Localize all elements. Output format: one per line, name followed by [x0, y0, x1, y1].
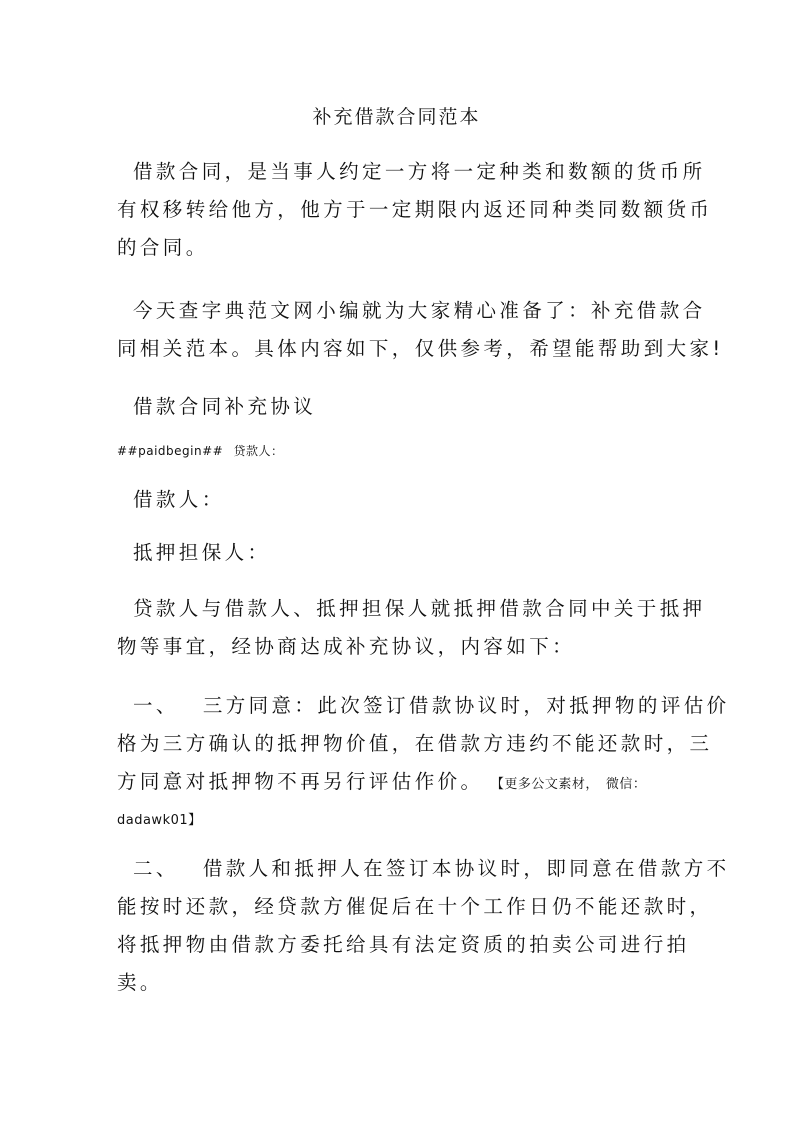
clause-2-line-2: 能按时还款，经贷款方催促后在十个工作日仍不能还款时，: [117, 895, 713, 918]
guarantor-label: 抵押担保人：: [133, 541, 271, 564]
paid-marker: ##paidbegin##: [117, 444, 224, 458]
clause-1-text-1: 三方同意：此次签订借款协议时，对抵押物的评估价: [202, 694, 730, 717]
borrower-label: 借款人：: [133, 488, 225, 511]
promo-tail: dadawk01】: [117, 813, 202, 828]
editor-note-paragraph: [117, 292, 724, 368]
section-title: [117, 388, 677, 426]
paid-marker-line: [117, 443, 284, 459]
intro-line-1: 借款合同，是当事人约定一方将一定种类和数额的货币所: [133, 160, 706, 183]
intro-paragraph: [117, 153, 713, 267]
clause-2-line-3: 将抵押物由借款方委托给具有法定资质的拍卖公司进行拍: [117, 933, 690, 956]
clause-2-line-1: [117, 850, 730, 888]
clause-1: [117, 687, 730, 801]
preamble-paragraph: [117, 590, 706, 666]
section-title-text: 借款合同补充协议: [133, 395, 317, 418]
preamble-line-2: 物等事宜，经协商达成补充协议，内容如下：: [117, 635, 576, 658]
intro-line-3: 的合同。: [117, 236, 209, 259]
document-title: 补充借款合同范本: [312, 106, 481, 128]
clause-1-line-3: [117, 763, 677, 801]
clause-2-number: 二、: [133, 857, 179, 880]
intro-line-2: 有权移转给他方，他方于一定期限内返还同种类同数额货币: [117, 198, 713, 221]
promo-inline: 【更多公文素材， 微信：: [497, 777, 647, 792]
clause-1-text-3: 方同意对抵押物不再另行评估作价。: [117, 770, 484, 793]
promo-tail-line: [117, 813, 202, 829]
borrower-line: [117, 481, 677, 519]
clause-2-line-4: 卖。: [117, 971, 163, 994]
preamble-line-1: 贷款人与借款人、抵押担保人就抵押借款合同中关于抵押: [133, 597, 706, 620]
editor-note-line-1: 今天查字典范文网小编就为大家精心准备了：补充借款合: [133, 299, 706, 322]
clause-1-line-2: 格为三方确认的抵押物价值，在借款方违约不能还款时，三: [117, 732, 713, 755]
clause-1-line-1: [117, 687, 730, 725]
guarantor-line: [117, 534, 677, 572]
clause-2-text-1: 借款人和抵押人在签订本协议时，即同意在借款方不: [202, 857, 730, 880]
clause-1-number: 一、: [133, 694, 179, 717]
editor-note-line-2: 同相关范本。具体内容如下，仅供参考，希望能帮助到大家!: [117, 337, 724, 360]
lender-label: 贷款人：: [233, 444, 284, 458]
clause-2: [117, 850, 730, 1002]
